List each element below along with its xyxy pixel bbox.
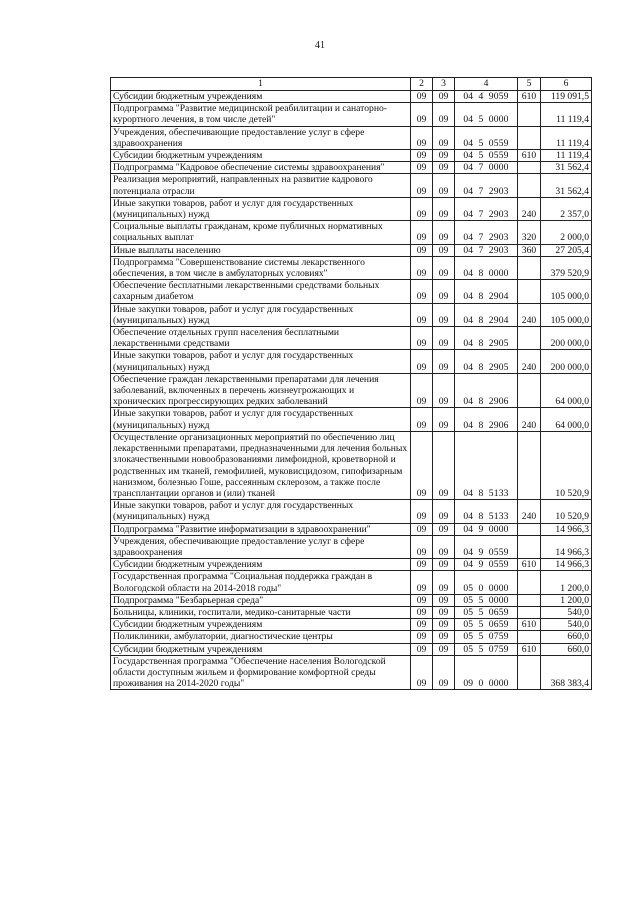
table-row	[111, 408, 592, 431]
row-code-3-cell: 09	[433, 559, 455, 571]
row-amount-cell: 14 966,3	[541, 523, 592, 535]
row-code-3-cell: 09	[433, 280, 455, 303]
row-target-code-cell: 04 8 2904	[455, 280, 518, 303]
row-target-code-cell: 04 8 2906	[455, 373, 518, 408]
row-code-3-cell: 09	[433, 619, 455, 631]
row-expense-type-cell: 610	[518, 643, 541, 655]
row-code-2-cell: 09	[411, 408, 433, 431]
row-name-cell: Субсидии бюджетным учреждениям	[111, 150, 411, 162]
row-code-3-cell: 09	[433, 523, 455, 535]
row-target-code-cell: 04 8 2906	[455, 408, 518, 431]
row-code-2-cell: 09	[411, 594, 433, 606]
row-expense-type-cell: 610	[518, 559, 541, 571]
row-expense-type-cell: 240	[518, 408, 541, 431]
row-target-code-cell: 04 8 2905	[455, 327, 518, 350]
row-amount-cell: 27 205,4	[541, 244, 592, 256]
row-name-cell: Больницы, клиники, госпитали, медико-санитарные части	[111, 606, 411, 618]
row-expense-type-cell: 610	[518, 150, 541, 162]
row-code-3-cell: 09	[433, 150, 455, 162]
row-expense-type-cell	[518, 373, 541, 408]
row-amount-cell: 31 562,4	[541, 162, 592, 174]
row-code-2-cell: 09	[411, 303, 433, 326]
row-code-2-cell: 09	[411, 571, 433, 594]
row-amount-cell: 11 119,4	[541, 103, 592, 126]
row-amount-cell: 14 966,3	[541, 559, 592, 571]
row-amount-cell: 368 383,4	[541, 655, 592, 690]
table-row	[111, 643, 592, 655]
row-code-3-cell: 09	[433, 643, 455, 655]
row-name-cell: Социальные выплаты гражданам, кроме публичных нормативных социальных выплат	[111, 221, 411, 244]
row-code-2-cell: 09	[411, 523, 433, 535]
row-expense-type-cell: 240	[518, 197, 541, 220]
col-header-6: 6	[541, 78, 592, 91]
row-name-cell: Учреждения, обеспечивающие предоставление услуг в сфере здравоохранения	[111, 535, 411, 558]
row-target-code-cell: 04 7 0000	[455, 162, 518, 174]
row-target-code-cell: 04 7 2903	[455, 174, 518, 197]
table-row	[111, 594, 592, 606]
row-expense-type-cell	[518, 162, 541, 174]
row-amount-cell: 660,0	[541, 631, 592, 643]
row-target-code-cell: 04 8 0000	[455, 256, 518, 279]
row-code-3-cell: 09	[433, 571, 455, 594]
row-name-cell: Обеспечение бесплатными лекарственными средствами больных сахарным диабетом	[111, 280, 411, 303]
table-row	[111, 244, 592, 256]
table-row	[111, 373, 592, 408]
row-target-code-cell: 04 9 0000	[455, 523, 518, 535]
row-amount-cell: 105 000,0	[541, 303, 592, 326]
row-expense-type-cell	[518, 327, 541, 350]
row-target-code-cell: 05 5 0759	[455, 643, 518, 655]
row-name-cell: Обеспечение отдельных групп населения бесплатными лекарственными средствами	[111, 327, 411, 350]
row-target-code-cell: 04 9 0559	[455, 535, 518, 558]
row-name-cell: Государственная программа "Социальная поддержка граждан в Вологодской области на 2014-2018 годы"	[111, 571, 411, 594]
row-expense-type-cell	[518, 571, 541, 594]
row-expense-type-cell	[518, 631, 541, 643]
row-code-2-cell: 09	[411, 221, 433, 244]
table-row	[111, 500, 592, 523]
row-code-3-cell: 09	[433, 500, 455, 523]
row-code-2-cell: 09	[411, 150, 433, 162]
table-row	[111, 221, 592, 244]
table-row	[111, 126, 592, 149]
row-code-3-cell: 09	[433, 162, 455, 174]
row-name-cell: Иные закупки товаров, работ и услуг для государственных (муниципальных) нужд	[111, 500, 411, 523]
row-expense-type-cell	[518, 655, 541, 690]
table-row	[111, 91, 592, 103]
row-expense-type-cell	[518, 431, 541, 499]
row-amount-cell: 10 520,9	[541, 431, 592, 499]
row-code-2-cell: 09	[411, 327, 433, 350]
row-amount-cell: 379 520,9	[541, 256, 592, 279]
row-code-2-cell: 09	[411, 126, 433, 149]
header-row	[111, 78, 592, 91]
row-code-2-cell: 09	[411, 350, 433, 373]
row-name-cell: Реализация мероприятий, направленных на развитие кадрового потенциала отрасли	[111, 174, 411, 197]
row-target-code-cell: 04 4 9059	[455, 91, 518, 103]
row-name-cell: Подпрограмма "Развитие медицинской реабилитации и санаторно-курортного лечения, в том числе детей"	[111, 103, 411, 126]
row-code-3-cell: 09	[433, 256, 455, 279]
row-name-cell: Обеспечение граждан лекарственными препаратами для лечения заболеваний, включенных в перечень жизнеугрожающих и хронических прогрессирующих редких заболеваний	[111, 373, 411, 408]
row-expense-type-cell: 610	[518, 619, 541, 631]
row-amount-cell: 119 091,5	[541, 91, 592, 103]
row-expense-type-cell	[518, 606, 541, 618]
row-target-code-cell: 05 5 0000	[455, 594, 518, 606]
row-name-cell: Подпрограмма "Совершенствование системы лекарственного обеспечения, в том числе в амбулаторных условиях"	[111, 256, 411, 279]
row-code-2-cell: 09	[411, 655, 433, 690]
col-header-2: 2	[411, 78, 433, 91]
row-code-3-cell: 09	[433, 197, 455, 220]
budget-table	[110, 77, 592, 690]
row-name-cell: Субсидии бюджетным учреждениям	[111, 619, 411, 631]
row-expense-type-cell: 320	[518, 221, 541, 244]
row-code-3-cell: 09	[433, 535, 455, 558]
row-code-2-cell: 09	[411, 643, 433, 655]
row-amount-cell: 11 119,4	[541, 150, 592, 162]
row-target-code-cell: 09 0 0000	[455, 655, 518, 690]
row-expense-type-cell	[518, 523, 541, 535]
row-amount-cell: 540,0	[541, 606, 592, 618]
table-row	[111, 571, 592, 594]
row-amount-cell: 11 119,4	[541, 126, 592, 149]
table-row	[111, 559, 592, 571]
row-target-code-cell: 04 8 2905	[455, 350, 518, 373]
row-expense-type-cell	[518, 535, 541, 558]
row-expense-type-cell	[518, 280, 541, 303]
col-header-3: 3	[433, 78, 455, 91]
row-code-2-cell: 09	[411, 91, 433, 103]
col-header-4: 4	[455, 78, 518, 91]
row-code-2-cell: 09	[411, 631, 433, 643]
table-row	[111, 523, 592, 535]
row-code-3-cell: 09	[433, 594, 455, 606]
row-code-2-cell: 09	[411, 174, 433, 197]
row-amount-cell: 105 000,0	[541, 280, 592, 303]
row-code-3-cell: 09	[433, 631, 455, 643]
row-expense-type-cell: 610	[518, 91, 541, 103]
row-target-code-cell: 04 5 0559	[455, 126, 518, 149]
row-code-2-cell: 09	[411, 280, 433, 303]
table-row	[111, 162, 592, 174]
row-code-3-cell: 09	[433, 327, 455, 350]
table-row	[111, 256, 592, 279]
row-code-3-cell: 09	[433, 606, 455, 618]
row-name-cell: Иные выплаты населению	[111, 244, 411, 256]
row-amount-cell: 64 000,0	[541, 408, 592, 431]
row-name-cell: Осуществление организационных мероприятий по обеспечению лиц лекарственными препаратами, предназначенными для лечения больных злокачественными новообразованиями лимфоидной, кроветворной и родственных им тканей, гемофилией, муковисцидозом, гипофизарным нанизмом, болезнью Гоше, рассеянным склерозом, а также после трансплантации органов и (или) тканей	[111, 431, 411, 499]
table-row	[111, 350, 592, 373]
row-target-code-cell: 04 7 2903	[455, 221, 518, 244]
table-row	[111, 619, 592, 631]
table-row	[111, 197, 592, 220]
row-code-2-cell: 09	[411, 197, 433, 220]
row-amount-cell: 200 000,0	[541, 350, 592, 373]
col-header-5: 5	[518, 78, 541, 91]
row-code-3-cell: 09	[433, 373, 455, 408]
row-name-cell: Иные закупки товаров, работ и услуг для государственных (муниципальных) нужд	[111, 303, 411, 326]
table-row	[111, 655, 592, 690]
row-amount-cell: 1 200,0	[541, 571, 592, 594]
row-code-2-cell: 09	[411, 256, 433, 279]
row-name-cell: Иные закупки товаров, работ и услуг для государственных (муниципальных) нужд	[111, 408, 411, 431]
row-code-2-cell: 09	[411, 244, 433, 256]
row-amount-cell: 2 000,0	[541, 221, 592, 244]
row-target-code-cell: 04 7 2903	[455, 244, 518, 256]
table-row	[111, 535, 592, 558]
row-name-cell: Субсидии бюджетным учреждениям	[111, 643, 411, 655]
row-code-3-cell: 09	[433, 431, 455, 499]
row-target-code-cell: 04 8 5133	[455, 431, 518, 499]
row-code-2-cell: 09	[411, 535, 433, 558]
row-expense-type-cell: 240	[518, 350, 541, 373]
row-target-code-cell: 05 5 0659	[455, 606, 518, 618]
table-row	[111, 174, 592, 197]
row-code-3-cell: 09	[433, 174, 455, 197]
row-name-cell: Субсидии бюджетным учреждениям	[111, 91, 411, 103]
row-name-cell: Субсидии бюджетным учреждениям	[111, 559, 411, 571]
row-amount-cell: 64 000,0	[541, 373, 592, 408]
row-target-code-cell: 04 5 0000	[455, 103, 518, 126]
row-code-2-cell: 09	[411, 606, 433, 618]
row-target-code-cell: 05 5 0759	[455, 631, 518, 643]
table-row	[111, 280, 592, 303]
table-row	[111, 631, 592, 643]
row-target-code-cell: 04 8 2904	[455, 303, 518, 326]
row-amount-cell: 14 966,3	[541, 535, 592, 558]
row-code-2-cell: 09	[411, 103, 433, 126]
row-code-3-cell: 09	[433, 303, 455, 326]
table-row	[111, 150, 592, 162]
row-code-2-cell: 09	[411, 559, 433, 571]
row-expense-type-cell	[518, 126, 541, 149]
row-expense-type-cell	[518, 594, 541, 606]
row-expense-type-cell: 240	[518, 303, 541, 326]
row-expense-type-cell: 360	[518, 244, 541, 256]
row-name-cell: Подпрограмма "Безбарьерная среда"	[111, 594, 411, 606]
table-row	[111, 303, 592, 326]
row-target-code-cell: 04 7 2903	[455, 197, 518, 220]
row-code-3-cell: 09	[433, 103, 455, 126]
row-name-cell: Учреждения, обеспечивающие предоставление услуг в сфере здравоохранения	[111, 126, 411, 149]
row-name-cell: Иные закупки товаров, работ и услуг для государственных (муниципальных) нужд	[111, 350, 411, 373]
row-code-3-cell: 09	[433, 655, 455, 690]
row-name-cell: Подпрограмма "Развитие информатизации в здравоохранении"	[111, 523, 411, 535]
table-row	[111, 431, 592, 499]
row-name-cell: Государственная программа "Обеспечение населения Вологодской области доступным жильем и формирование комфортной среды проживания на 2014-2020 годы"	[111, 655, 411, 690]
row-amount-cell: 2 357,0	[541, 197, 592, 220]
col-header-1: 1	[111, 78, 411, 91]
row-expense-type-cell: 240	[518, 500, 541, 523]
row-amount-cell: 31 562,4	[541, 174, 592, 197]
row-amount-cell: 10 520,9	[541, 500, 592, 523]
table-row	[111, 327, 592, 350]
row-code-2-cell: 09	[411, 431, 433, 499]
row-name-cell: Поликлиники, амбулатории, диагностические центры	[111, 631, 411, 643]
page-number: 41	[315, 40, 325, 51]
table-row	[111, 103, 592, 126]
row-amount-cell: 540,0	[541, 619, 592, 631]
row-expense-type-cell	[518, 103, 541, 126]
row-amount-cell: 200 000,0	[541, 327, 592, 350]
row-code-3-cell: 09	[433, 350, 455, 373]
row-target-code-cell: 04 5 0559	[455, 150, 518, 162]
row-target-code-cell: 05 5 0659	[455, 619, 518, 631]
row-code-3-cell: 09	[433, 91, 455, 103]
row-code-3-cell: 09	[433, 408, 455, 431]
row-target-code-cell: 04 9 0559	[455, 559, 518, 571]
row-name-cell: Подпрограмма "Кадровое обеспечение системы здравоохранения"	[111, 162, 411, 174]
table-row	[111, 606, 592, 618]
row-code-3-cell: 09	[433, 126, 455, 149]
row-expense-type-cell	[518, 256, 541, 279]
row-code-2-cell: 09	[411, 500, 433, 523]
row-amount-cell: 1 200,0	[541, 594, 592, 606]
row-target-code-cell: 04 8 5133	[455, 500, 518, 523]
row-code-2-cell: 09	[411, 619, 433, 631]
row-amount-cell: 660,0	[541, 643, 592, 655]
row-expense-type-cell	[518, 174, 541, 197]
row-code-3-cell: 09	[433, 221, 455, 244]
row-code-3-cell: 09	[433, 244, 455, 256]
row-name-cell: Иные закупки товаров, работ и услуг для государственных (муниципальных) нужд	[111, 197, 411, 220]
row-code-2-cell: 09	[411, 162, 433, 174]
row-code-2-cell: 09	[411, 373, 433, 408]
row-target-code-cell: 05 0 0000	[455, 571, 518, 594]
